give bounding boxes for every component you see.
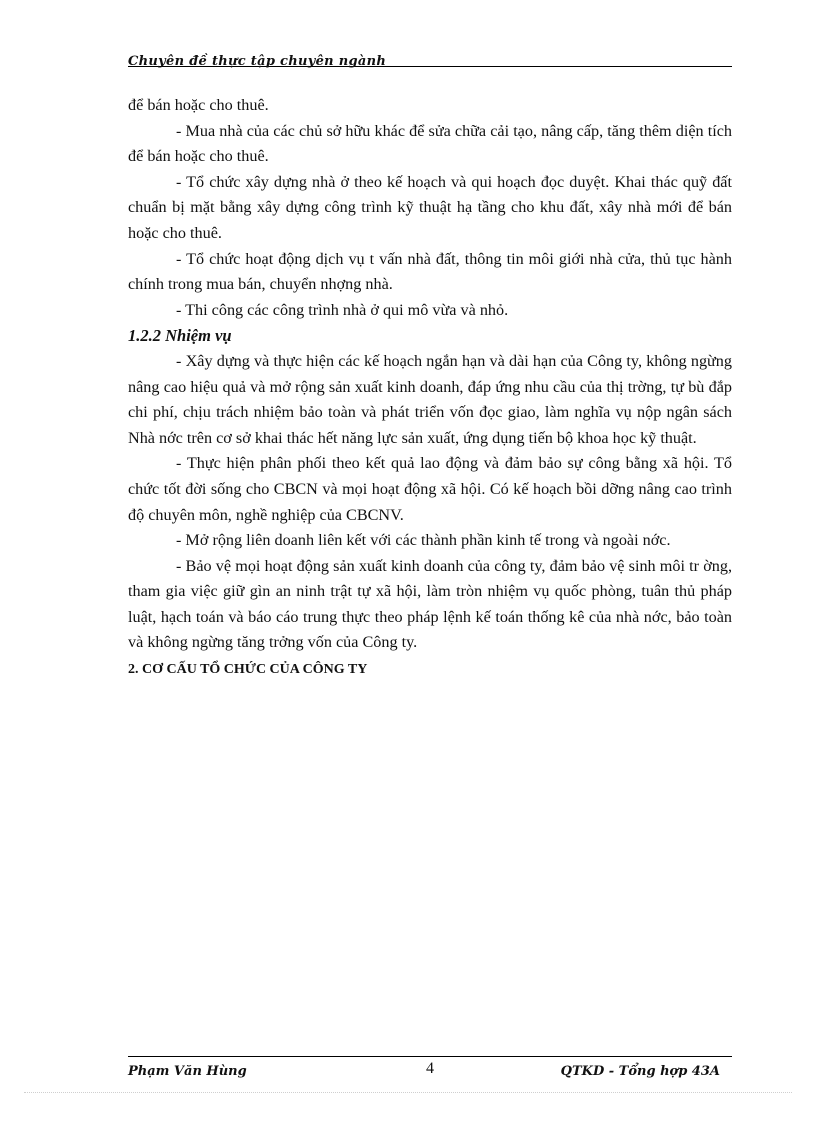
page-header — [128, 46, 732, 67]
paragraph: - Tổ chức hoạt động dịch vụ t vấn nhà đất, thông tin môi giới nhà cửa, thủ tục hành chính trong mua bán, chuyển nhợng nhà. — [128, 249, 732, 294]
header-title: Chuyên đề thực tập chuyên ngành — [128, 54, 387, 69]
paragraph: - Mua nhà của các chủ sở hữu khác để sửa chữa cải tạo, nâng cấp, tăng thêm diện tích để bán hoặc cho thuê. — [128, 121, 732, 166]
footer-class: QTKD - Tổng hợp 43A — [560, 1064, 720, 1079]
section-heading: 1.2.2 Nhiệm vụ — [128, 326, 232, 346]
paragraph: - Thực hiện phân phối theo kết quả lao động và đảm bảo sự công bằng xã hội. Tổ chức tốt đời sống cho CBCN và mọi hoạt động xã hội. Có kế hoạch bồi dỡng nâng cao trình độ chuyên môn, nghề nghiệp của CBCNV. — [128, 454, 732, 524]
document-body — [128, 93, 732, 684]
chapter-heading: 2. CƠ CẤU TỔ CHỨC CỦA CÔNG TY — [128, 662, 368, 678]
paragraph: - Tổ chức xây dựng nhà ở theo kế hoạch và qui hoạch đọc duyệt. Khai thác quỹ đất chuẩn bị mặt bằng xây dựng công trình kỹ thuật hạ tầng cho khu đất, xây nhà mới để bán hoặc cho thuê. — [128, 172, 732, 242]
paragraph: - Xây dựng và thực hiện các kế hoạch ngắn hạn và dài hạn của Công ty, không ngừng nâng cao hiệu quả và mở rộng sản xuất kinh doanh, đáp ứng nhu cầu của thị trờng, tự bù đắp chi phí, chịu trách nhiệm bảo toàn và phát triển vốn đọc giao, làm nghĩa vụ nộp ngân sách Nhà nớc trên cơ sở khai thác hết năng lực sản xuất, ứng dụng tiến bộ khoa học kỹ thuật. — [128, 351, 732, 447]
paragraph: - Mở rộng liên doanh liên kết với các thành phần kinh tế trong và ngoài nớc. — [176, 531, 671, 550]
paragraph: để bán hoặc cho thuê. — [128, 96, 269, 114]
page-edge-divider — [24, 1092, 792, 1093]
footer-author: Phạm Văn Hùng — [128, 1064, 247, 1079]
page-footer — [128, 1060, 732, 1082]
page-number: 4 — [426, 1060, 434, 1077]
footer-divider — [128, 1056, 732, 1057]
paragraph: - Bảo vệ mọi hoạt động sản xuất kinh doanh của công ty, đảm bảo vệ sinh môi tr ờng, tham gia việc giữ gìn an ninh trật tự xã hội, làm tròn nhiệm vụ quốc phòng, tuân thủ pháp luật, hạch toán và báo cáo trung thực theo pháp lệnh kế toán thống kê của nhà nớc, bảo toàn và không ngừng tăng trởng vốn của Công ty. — [128, 556, 732, 652]
paragraph: - Thi công các công trình nhà ở qui mô vừa và nhỏ. — [176, 300, 509, 319]
